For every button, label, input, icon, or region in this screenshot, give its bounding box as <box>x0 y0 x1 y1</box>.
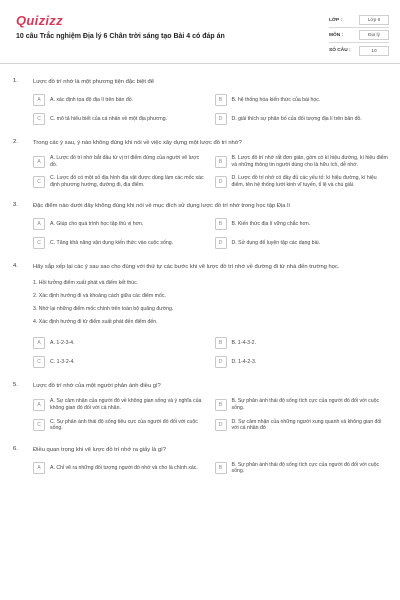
step-item: 2. Xác định hướng đi và khoảng cách giữa các điểm mốc. <box>33 293 166 300</box>
question-text: Đặc điểm nào dưới đây không đúng khi nói về mục đích sử dụng lược đồ trí nhớ trong học tập Địa lí <box>33 203 290 210</box>
question-number: 1. <box>13 78 18 84</box>
page-title: 10 câu Trắc nghiệm Địa lý 6 Chân trời sáng tạo Bài 4 có đáp án <box>16 33 225 40</box>
question-header <box>0 139 400 147</box>
option-text: D. giải thích sự phân bố của đối tượng địa lí trên bản đồ. <box>231 115 362 122</box>
option-letter-box: D <box>215 113 227 125</box>
question-number: 2. <box>13 139 18 145</box>
option-text: D. Sự cảm nhận của những người xung quanh và không gian đối với cá nhân đó <box>231 418 382 432</box>
question-number: 4. <box>13 263 18 270</box>
option-letter-box: A <box>33 399 45 411</box>
option-b[interactable] <box>215 155 389 168</box>
question-1 <box>0 78 400 125</box>
option-letter-box: D <box>215 419 227 431</box>
option-text: B. Sự phản ánh thái độ sống tích cực của người đó đối với cuộc sống. <box>231 398 380 411</box>
option-a[interactable] <box>33 218 207 230</box>
step-item: 4. Xác định hướng đi từ điểm xuất phát đến điểm đến. <box>33 319 158 326</box>
option-text: B. Lược đồ trí nhớ rất đơn giản, gồm có kí hiệu đường, kí hiệu điểm và những thông tin người dùng cho là hữu ích, dễ nhớ. <box>231 155 388 168</box>
answer-options <box>33 398 388 431</box>
question-2 <box>0 139 400 188</box>
option-c[interactable] <box>33 419 207 432</box>
option-letter-box: B <box>215 462 227 474</box>
option-text: D. Lược đồ trí nhớ có đầy đủ các yếu tố: kí hiệu đường, kí hiệu điểm, tên hệ thống lưới kinh vĩ tuyến, tỉ lệ và chú giải. <box>231 175 377 188</box>
option-text: A. Sự cảm nhận của người đó về không gian sống và ý nghĩa của không gian đó đối với cá nhân. <box>50 398 202 411</box>
question-3 <box>0 202 400 249</box>
meta-row-subject <box>329 28 389 43</box>
question-number: 3. <box>13 202 18 209</box>
step-list <box>33 277 400 329</box>
option-b[interactable] <box>215 218 389 230</box>
option-a[interactable] <box>33 462 207 475</box>
option-letter-box: D <box>215 176 227 188</box>
meta-value: Địa lý <box>359 30 389 40</box>
question-text: Lược đồ trí nhớ của một người phản ánh điều gì? <box>33 383 161 390</box>
question-number: 5. <box>13 382 18 389</box>
option-b[interactable] <box>215 94 389 106</box>
option-d[interactable] <box>215 419 389 432</box>
meta-row-count <box>329 43 389 58</box>
option-a[interactable] <box>33 155 207 168</box>
question-header <box>0 78 400 86</box>
option-b[interactable] <box>215 398 389 411</box>
option-text: A. Giúp cho quá trình học tập thú vị hơn. <box>50 221 144 228</box>
option-letter-box: A <box>33 156 45 168</box>
option-d[interactable] <box>215 356 389 368</box>
option-text: B. Kiến thức địa lí vững chắc hơn. <box>231 221 311 228</box>
answer-options <box>33 337 388 368</box>
option-c[interactable] <box>33 113 207 125</box>
option-letter-box: C <box>33 419 45 431</box>
option-text: B. 1-4-3-2. <box>231 340 257 347</box>
question-list <box>0 78 400 489</box>
option-text: B. Sự phản ánh thái độ sống tích cực của người đó đối với cuộc sống. <box>231 461 380 475</box>
answer-options <box>33 218 388 249</box>
option-text: A. Chỉ vẽ ra những đối tượng người đó nhớ và cho là chính xác. <box>50 465 198 472</box>
question-text: Hãy sắp xếp lại các ý sau sao cho đúng với thứ tự các bước khi vẽ lược đồ trí nhớ về đường đi từ nhà đến trường học. <box>33 264 340 271</box>
option-letter-box: C <box>33 356 45 368</box>
question-header <box>0 382 400 390</box>
option-letter-box: A <box>33 337 45 349</box>
option-c[interactable] <box>33 356 207 368</box>
option-d[interactable] <box>215 175 389 188</box>
option-text: A. Lược đồ trí nhớ bắt đầu từ vị trí điểm đứng của người vẽ lược đồ. <box>50 155 200 168</box>
option-b[interactable] <box>215 337 389 349</box>
question-6 <box>0 446 400 475</box>
question-header <box>0 202 400 210</box>
meta-table <box>329 13 389 58</box>
option-letter-box: B <box>215 399 227 411</box>
worksheet-header <box>0 0 400 62</box>
answer-options <box>33 462 388 475</box>
option-d[interactable] <box>215 237 389 249</box>
question-header <box>0 446 400 454</box>
answer-options <box>33 155 388 188</box>
question-4 <box>0 263 400 368</box>
option-text: D. 1-4-2-3. <box>231 359 257 366</box>
option-letter-box: A <box>33 218 45 230</box>
option-letter-box: B <box>215 218 227 230</box>
option-text: C. 1-3-2-4. <box>50 359 75 366</box>
option-letter-box: B <box>215 156 227 168</box>
question-text: Lược đồ trí nhớ là một phương tiện đặc biệt để <box>33 79 154 85</box>
question-5 <box>0 382 400 431</box>
option-a[interactable] <box>33 94 207 106</box>
option-c[interactable] <box>33 175 207 188</box>
question-number: 6. <box>13 445 18 452</box>
option-text: C. Tăng khả năng vận dụng kiến thức vào cuộc sống. <box>50 240 174 247</box>
option-letter-box: C <box>33 237 45 249</box>
meta-value: Lớp 6 <box>359 15 389 25</box>
meta-value: 10 <box>359 46 389 56</box>
question-header <box>0 263 400 271</box>
meta-key: LỚP : <box>329 17 343 23</box>
option-d[interactable] <box>215 113 389 125</box>
option-letter-box: B <box>215 337 227 349</box>
step-item: 1. Hồi tưởng điểm xuất phát và điểm kết thúc. <box>33 280 139 287</box>
option-text: C. mô tả hiểu biết của cá nhân về một địa phương. <box>50 115 168 122</box>
option-c[interactable] <box>33 237 207 249</box>
question-text: Trong các ý sau, ý nào không đúng khi nói về việc xây dựng một lược đồ trí nhớ? <box>33 140 242 146</box>
option-b[interactable] <box>215 462 389 475</box>
option-text: C. Sự phản ánh thái độ sống tiêu cực của người đó đối với cuộc sống. <box>50 418 198 432</box>
option-letter-box: C <box>33 176 45 188</box>
answer-options <box>33 94 388 125</box>
meta-row-class <box>329 13 389 28</box>
step-item: 3. Nhớ lại những điểm mốc chính trên toàn bộ quãng đường. <box>33 306 174 313</box>
question-text: Điều quan trọng khi vẽ lược đồ trí nhớ ra giấy là gì? <box>33 446 166 453</box>
option-a[interactable] <box>33 337 207 349</box>
option-text: C. Lược đồ có một số địa hình địa vật được dùng làm các mốc xác định phương hướng, đường đi, địa điểm. <box>50 175 204 188</box>
quizizz-logo: Quizizz <box>16 13 63 28</box>
option-a[interactable] <box>33 398 207 411</box>
option-letter-box: A <box>33 462 45 474</box>
option-letter-box: B <box>215 94 227 106</box>
meta-key: MÔN : <box>329 32 344 38</box>
option-text: D. Sử dụng để luyện tập các dạng bài. <box>231 240 321 247</box>
option-text: A. 1-2-3-4. <box>50 340 75 347</box>
meta-key: SỐ CÂU : <box>329 48 351 53</box>
option-text: A. xác định tọa độ địa lí trên bản đồ. <box>50 96 134 103</box>
option-letter-box: C <box>33 113 45 125</box>
option-text: B. hệ thống hóa kiến thức của bài học. <box>231 96 321 103</box>
option-letter-box: D <box>215 237 227 249</box>
option-letter-box: D <box>215 356 227 368</box>
option-letter-box: A <box>33 94 45 106</box>
header-divider <box>0 63 400 64</box>
